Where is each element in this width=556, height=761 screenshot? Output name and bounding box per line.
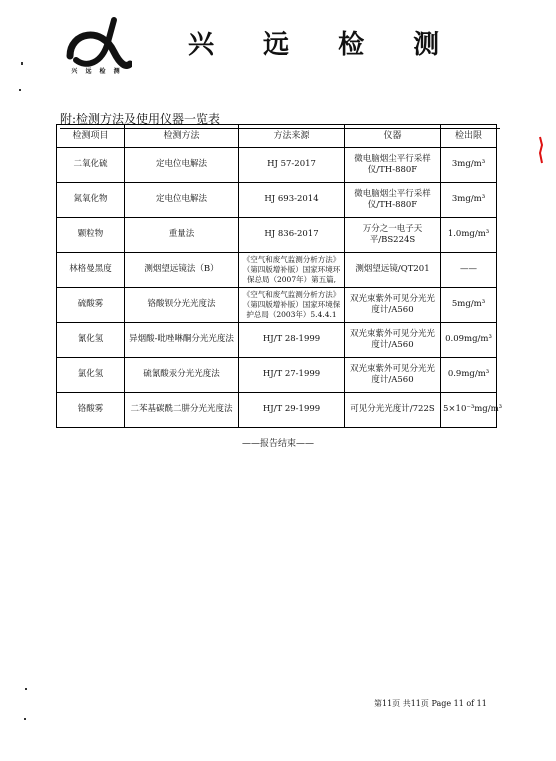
cell-limit: 0.9mg/m³ bbox=[441, 358, 497, 393]
cell-limit: —— bbox=[441, 253, 497, 288]
cell-item: 二氧化硫 bbox=[57, 148, 125, 183]
cell-source: 《空气和废气监测分析方法》（第四版增补版）国家环境环保总局（2007年）第五篇, bbox=[239, 253, 345, 288]
cell-method: 定电位电解法 bbox=[125, 183, 239, 218]
table-row bbox=[57, 393, 497, 428]
cell-limit: 1.0mg/m³ bbox=[441, 218, 497, 253]
cell-method: 二苯基碳酰二肼分光光度法 bbox=[125, 393, 239, 428]
doc-title: 附:检测方法及使用仪器一览表 bbox=[60, 110, 500, 129]
cell-source: HJ 693-2014 bbox=[239, 183, 345, 218]
cell-method: 铬酸钡分光光度法 bbox=[125, 288, 239, 323]
header-source: 方法来源 bbox=[239, 125, 345, 148]
cell-source: HJ 57-2017 bbox=[239, 148, 345, 183]
cell-source: 《空气和废气监测分析方法》（第四版增补版）国家环境保护总局（2003年）5.4.4.1 bbox=[239, 288, 345, 323]
red-pen-mark bbox=[538, 135, 544, 165]
cell-item: 林格曼黑度 bbox=[57, 253, 125, 288]
company-name: 兴 远 检 测 bbox=[188, 30, 460, 60]
cell-item: 颗粒物 bbox=[57, 218, 125, 253]
table-row bbox=[57, 323, 497, 358]
scan-speck bbox=[24, 718, 26, 720]
cell-source: HJ 836-2017 bbox=[239, 218, 345, 253]
cell-method: 重量法 bbox=[125, 218, 239, 253]
cell-source: HJ/T 28-1999 bbox=[239, 323, 345, 358]
cell-method: 硫氰酸汞分光光度法 bbox=[125, 358, 239, 393]
header-instrument: 仪器 bbox=[345, 125, 441, 148]
table-row bbox=[57, 148, 497, 183]
cell-instrument: 万分之一电子天平/BS224S bbox=[345, 218, 441, 253]
cell-item: 氮氧化物 bbox=[57, 183, 125, 218]
table-header-row bbox=[57, 125, 497, 148]
cell-instrument: 双光束紫外可见分光光度计/A560 bbox=[345, 323, 441, 358]
scan-speck bbox=[21, 62, 23, 65]
header-method: 检测方法 bbox=[125, 125, 239, 148]
table-row bbox=[57, 253, 497, 288]
cell-source: HJ/T 29-1999 bbox=[239, 393, 345, 428]
scan-speck bbox=[19, 89, 21, 91]
table-row bbox=[57, 218, 497, 253]
cell-limit: 5mg/m³ bbox=[441, 288, 497, 323]
cell-limit: 0.09mg/m³ bbox=[441, 323, 497, 358]
cell-instrument: 微电脑烟尘平行采样仪/TH-880F bbox=[345, 148, 441, 183]
cell-item: 铬酸雾 bbox=[57, 393, 125, 428]
cell-limit: 3mg/m³ bbox=[441, 183, 497, 218]
cell-instrument: 测烟望远镜/QT201 bbox=[345, 253, 441, 288]
cell-item: 氯化氢 bbox=[57, 358, 125, 393]
table-row bbox=[57, 288, 497, 323]
cell-method: 测烟望远镜法（B） bbox=[125, 253, 239, 288]
cell-method: 定电位电解法 bbox=[125, 148, 239, 183]
table-row bbox=[57, 358, 497, 393]
cell-limit: 3mg/m³ bbox=[441, 148, 497, 183]
cell-instrument: 可见分光光度计/722S bbox=[345, 393, 441, 428]
cell-method: 异烟酸-吡唑啉酮分光光度法 bbox=[125, 323, 239, 358]
cell-limit: 5×10⁻³mg/m³ bbox=[441, 393, 497, 428]
header-item: 检测项目 bbox=[57, 125, 125, 148]
cell-instrument: 微电脑烟尘平行采样仪/TH-880F bbox=[345, 183, 441, 218]
cell-source: HJ/T 27-1999 bbox=[239, 358, 345, 393]
scan-speck bbox=[25, 688, 27, 690]
report-end-marker: ——报告结束—— bbox=[241, 439, 314, 449]
cell-instrument: 双光束紫外可见分光光度计/A560 bbox=[345, 288, 441, 323]
table-row bbox=[57, 183, 497, 218]
page-number: 第11页 共11页 Page 11 of 11 bbox=[374, 699, 487, 708]
cell-item: 氰化氢 bbox=[57, 323, 125, 358]
methods-table bbox=[56, 124, 503, 428]
cell-instrument: 双光束紫外可见分光光度计/A560 bbox=[345, 358, 441, 393]
logo-caption: 兴 远 检 测 bbox=[71, 68, 123, 75]
header-limit: 检出限 bbox=[441, 125, 497, 148]
cell-item: 硫酸雾 bbox=[57, 288, 125, 323]
